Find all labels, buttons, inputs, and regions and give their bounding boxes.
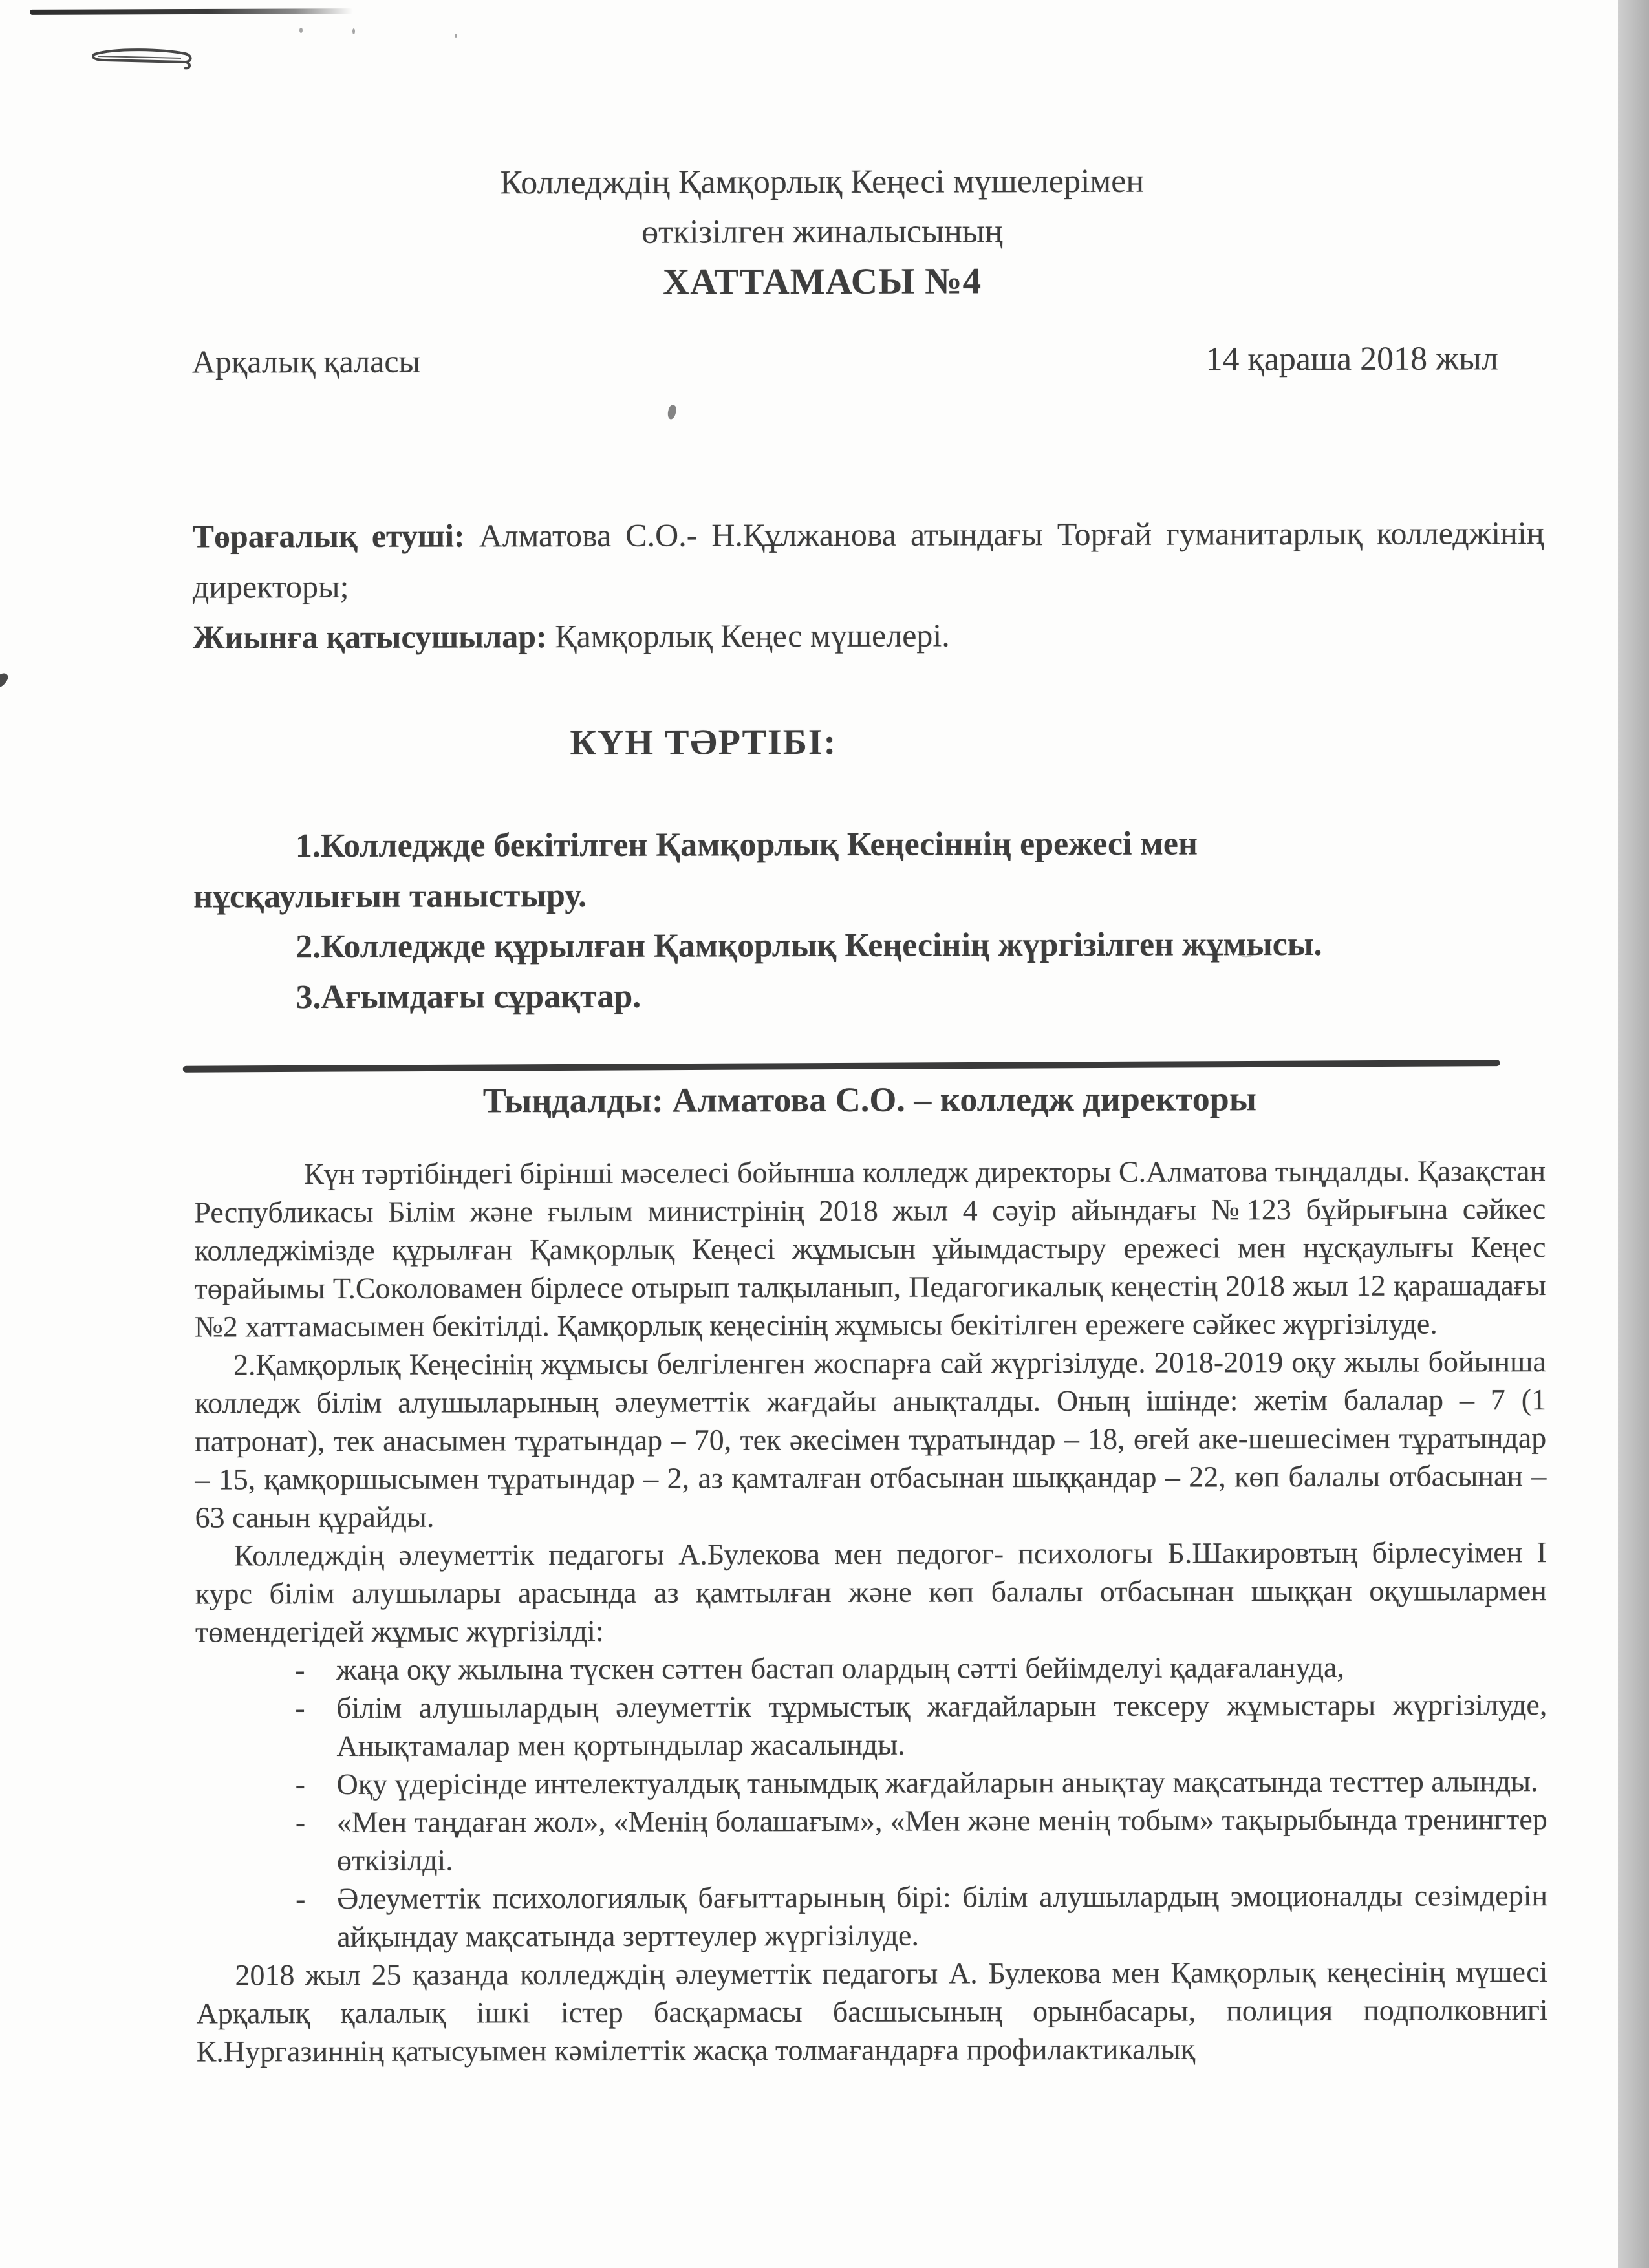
protocol-number-heading: ХАТТАМАСЫ №4 xyxy=(662,261,982,303)
body-paragraph-2: 2.Қамқорлық Кеңесінің жұмысы белгіленген жоспарға сай жүргізілуде. 2018-2019 оқу жылы бойынша колледж білім алушыларының әлеуметтік жағдайы анықталды. Оның ішінде: жетім балалар – 7 (1 патронат), тек анасымен тұратындар – 70, тек әкесімен тұратындар – 18, өгей аке-шешесімен тұратындар – 15, қамқоршысымен тұратындар – 2, аз қамталған отбасынан шыққандар – 22, көп балалы отбасынан – 63 санын құрайды. xyxy=(195,1345,1547,1534)
closing-paragraph: 2018 жыл 25 қазанда колледждің әлеуметтік педагогы А. Булекова мен Қамқорлық кеңесінің мүшесі Арқалық қалалық ішкі істер басқармасы басшысының орынбасары, полиция подполковнигі К.Нургазиннің қатысуымен кәмілеттік жасқа толмағандарға профилактикалық xyxy=(196,1955,1548,2068)
ink-drop xyxy=(667,405,677,420)
officials-block xyxy=(192,508,1544,662)
date-label: 14 қараша 2018 жыл xyxy=(1205,340,1498,378)
minutes-body xyxy=(194,1151,1548,2070)
work-item: - «Мен таңдаған жол», «Менің болашағым», «Мен және менің тобым» тақырыбында тренингтер өткізілді. xyxy=(294,1800,1547,1879)
title-line-2: өткізілген жиналысының xyxy=(641,213,1003,251)
chairperson-label: Төрағалық етуші: xyxy=(192,517,465,555)
work-done-list xyxy=(195,1647,1547,1956)
participants-text: Қамқорлық Кеңес мүшелері. xyxy=(546,617,950,655)
title-line-1: Колледждің Қамқорлық Кеңесі мүшелерімен xyxy=(500,162,1145,202)
edge-blob xyxy=(0,670,10,690)
body-paragraph-3: Колледждің әлеуметтік педагогы А.Булекова мен педогог- психологы Б.Шакировтың бірлесуімен I курс білім алушылары арасында аз қамтылған және көп балалы отбасынан шыққан оқушылармен төмендегідей жұмыс жүргізілді: xyxy=(195,1535,1547,1649)
section-divider-rule xyxy=(183,1060,1500,1073)
city-label: Арқалық қаласы xyxy=(191,343,421,380)
agenda-item-2: 2.Колледжде құрылған Қамқорлық Кеңесінің жүргізілген жұмысы. xyxy=(296,925,1322,966)
document-title xyxy=(127,155,1518,308)
agenda-item-3: 3.Ағымдағы сұрақтар. xyxy=(296,978,641,1016)
work-item: - Әлеуметтік психологиялық бағыттарының бірі: білім алушылардың эмоционалды сезімдерін айқындау мақсатында зерттеулер жүргізілуде. xyxy=(294,1876,1547,1956)
heard-section-heading: Тыңдалды: Алматова С.О. – колледж директоры xyxy=(482,1079,1257,1120)
chairperson-text: Алматова С.О.- Н.Құлжанова атындағы Торғай гуманитарлық колледжінің директоры; xyxy=(192,515,1544,605)
participants-label: Жиынға қатысушылар: xyxy=(192,618,547,656)
participants-line xyxy=(193,608,1544,662)
dateline xyxy=(192,339,1498,381)
body-paragraph-1: Күн тәртібіндегі бірінші мәселесі бойынша колледж директоры С.Алматова тыңдалды. Қазақстан Республикасы Білім және ғылым министрінің 2018 жыл 4 сәуір айындағы №123 бұйрығына сәйкес колледжімізде құрылған Қамқорлық Кеңесі жұмысын ұйымдастыру ережесі мен нұсқаулығы Кеңес төрайымы Т.Соколовамен бірлесе отырып талқыланып, Педагогикалық кеңестің 2018 жыл 12 қарашадағы №2 хаттамасымен бекітілді. Қамқорлық кеңесінің жұмысы бекітілген ережеге сәйкес жүргізілуде. xyxy=(194,1154,1546,1343)
work-item: - жаңа оқу жылына түскен сәттен бастап олардың сәтті бейімделуі қадағалануда, xyxy=(294,1647,1547,1689)
agenda-item-1: 1.Колледжде бекітілген Қамқорлық Кеңесіннің ережесі мен нұсқаулығын таныстыру. xyxy=(193,825,1198,915)
chairperson-line xyxy=(192,508,1544,612)
work-item: - білім алушылардың әлеуметтік тұрмыстық жағдайларын тексеру жұмыстары жүргізілуде, Анықтамалар мен қортындылар жасалынды. xyxy=(294,1685,1547,1765)
agenda-list xyxy=(193,818,1546,1023)
agenda-heading: КҮН ТӘРТІБІ: xyxy=(570,722,837,764)
work-item: - Оқу үдерісінде интелектуалдық танымдық жағдайларын анықтау мақсатында тесттер алынды. xyxy=(294,1762,1547,1803)
